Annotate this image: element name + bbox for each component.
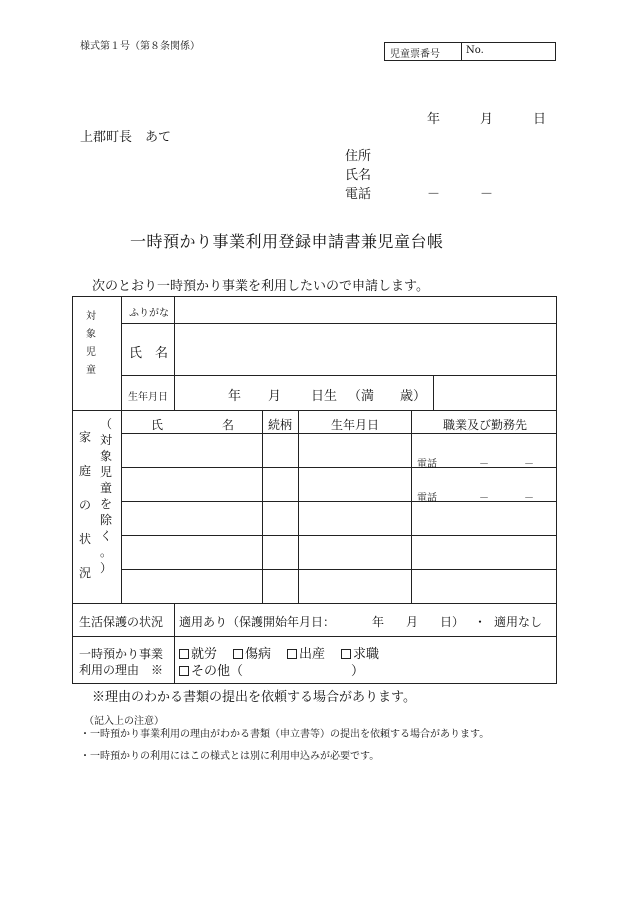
child-age-open: （満: [348, 389, 375, 404]
welfare-not-applied[interactable]: 適用なし: [494, 615, 543, 629]
child-birth-year[interactable]: 年: [228, 389, 242, 404]
child-birth-label: 生年月日: [128, 392, 168, 403]
instructions-heading: （記入上の注意）: [84, 716, 164, 727]
applicant-phone-label: 電話: [345, 187, 372, 202]
reason-option-illness[interactable]: 傷病: [233, 643, 271, 662]
reason-other-close: ）: [351, 664, 365, 679]
reason-option-work[interactable]: 就労: [179, 643, 217, 662]
intro-text: 次のとおり一時預かり事業を利用したいので申請します。: [92, 279, 429, 294]
child-age-close[interactable]: 歳）: [400, 389, 427, 404]
welfare-dot: ・: [474, 615, 487, 629]
family-row2-phone-dash1: －: [479, 493, 489, 504]
child-name-label: 氏 名: [129, 346, 169, 361]
family-row1-phone-dash2: －: [524, 459, 534, 470]
family-row1-phone-label: 電話: [417, 459, 437, 470]
furigana-input[interactable]: [176, 298, 554, 322]
child-section-label: 対 象 児 童: [86, 311, 96, 376]
applicant-phone-dash1: －: [427, 187, 441, 202]
family-section-sublabel: （ 対 象 児 童 を 除 く 。 ）: [100, 417, 113, 575]
family-row-5[interactable]: [123, 571, 555, 602]
child-birth-month[interactable]: 月: [268, 389, 282, 404]
reason-label-line1: 一時預かり事業: [79, 647, 164, 661]
family-row2-phone-label: 電話: [417, 493, 437, 504]
furigana-label: ふりがな: [129, 308, 169, 319]
checkbox-icon[interactable]: [341, 649, 351, 659]
form-number: 様式第１号（第８条関係）: [80, 41, 200, 52]
family-header-birth: 生年月日: [331, 418, 380, 432]
checkbox-icon[interactable]: [287, 649, 297, 659]
family-header-relation: 続柄: [268, 418, 293, 432]
welfare-applied[interactable]: 適用あり（保護開始年月日：: [179, 615, 336, 629]
applicant-address-label: 住所: [345, 149, 372, 164]
date-year[interactable]: 年: [427, 112, 441, 127]
applicant-name-label: 氏名: [345, 168, 372, 183]
family-section-label: 家 庭 の 状 況: [79, 430, 92, 580]
applicant-phone-dash2: －: [480, 187, 494, 202]
instruction-item-2: ・一時預かりの利用にはこの様式とは別に利用申込みが必要です。: [80, 751, 380, 762]
welfare-label: 生活保護の状況: [79, 615, 164, 629]
reason-option-jobseek[interactable]: 求職: [341, 643, 379, 662]
reason-option-other[interactable]: その他（: [179, 660, 243, 679]
family-header-name2: 名: [222, 418, 235, 432]
note-after-table: ※理由のわかる書類の提出を依頼する場合があります。: [92, 690, 416, 705]
family-row-2[interactable]: [123, 469, 555, 500]
instruction-item-1: ・一時預かり事業利用の理由がわかる書類（申立書等）の提出を依頼する場合があります。: [80, 729, 490, 740]
checkbox-icon[interactable]: [179, 666, 189, 676]
form-title: 一時預かり事業利用登録申請書兼児童台帳: [130, 232, 444, 251]
family-header-name1: 氏: [151, 418, 164, 432]
family-row-3[interactable]: [123, 503, 555, 534]
family-row-4[interactable]: [123, 537, 555, 568]
ticket-number-value[interactable]: No.: [466, 45, 484, 56]
ticket-number-label: 児童票番号: [390, 49, 440, 60]
reason-label-line2: 利用の理由 ※: [79, 663, 164, 677]
welfare-day-close: 日）: [440, 615, 465, 629]
checkbox-icon[interactable]: [179, 649, 189, 659]
child-birth-day[interactable]: 日生: [311, 389, 338, 404]
addressee: 上郡町長 あて: [80, 130, 172, 145]
family-header-work: 職業及び勤務先: [443, 418, 528, 432]
welfare-year: 年: [372, 615, 385, 629]
family-row1-phone-dash1: －: [479, 459, 489, 470]
date-month[interactable]: 月: [480, 112, 494, 127]
checkbox-icon[interactable]: [233, 649, 243, 659]
date-day[interactable]: 日: [533, 112, 547, 127]
reason-option-birth[interactable]: 出産: [287, 643, 325, 662]
child-name-input[interactable]: [176, 325, 554, 373]
welfare-month: 月: [406, 615, 419, 629]
family-row-1[interactable]: [123, 435, 555, 466]
family-row2-phone-dash2: －: [524, 493, 534, 504]
